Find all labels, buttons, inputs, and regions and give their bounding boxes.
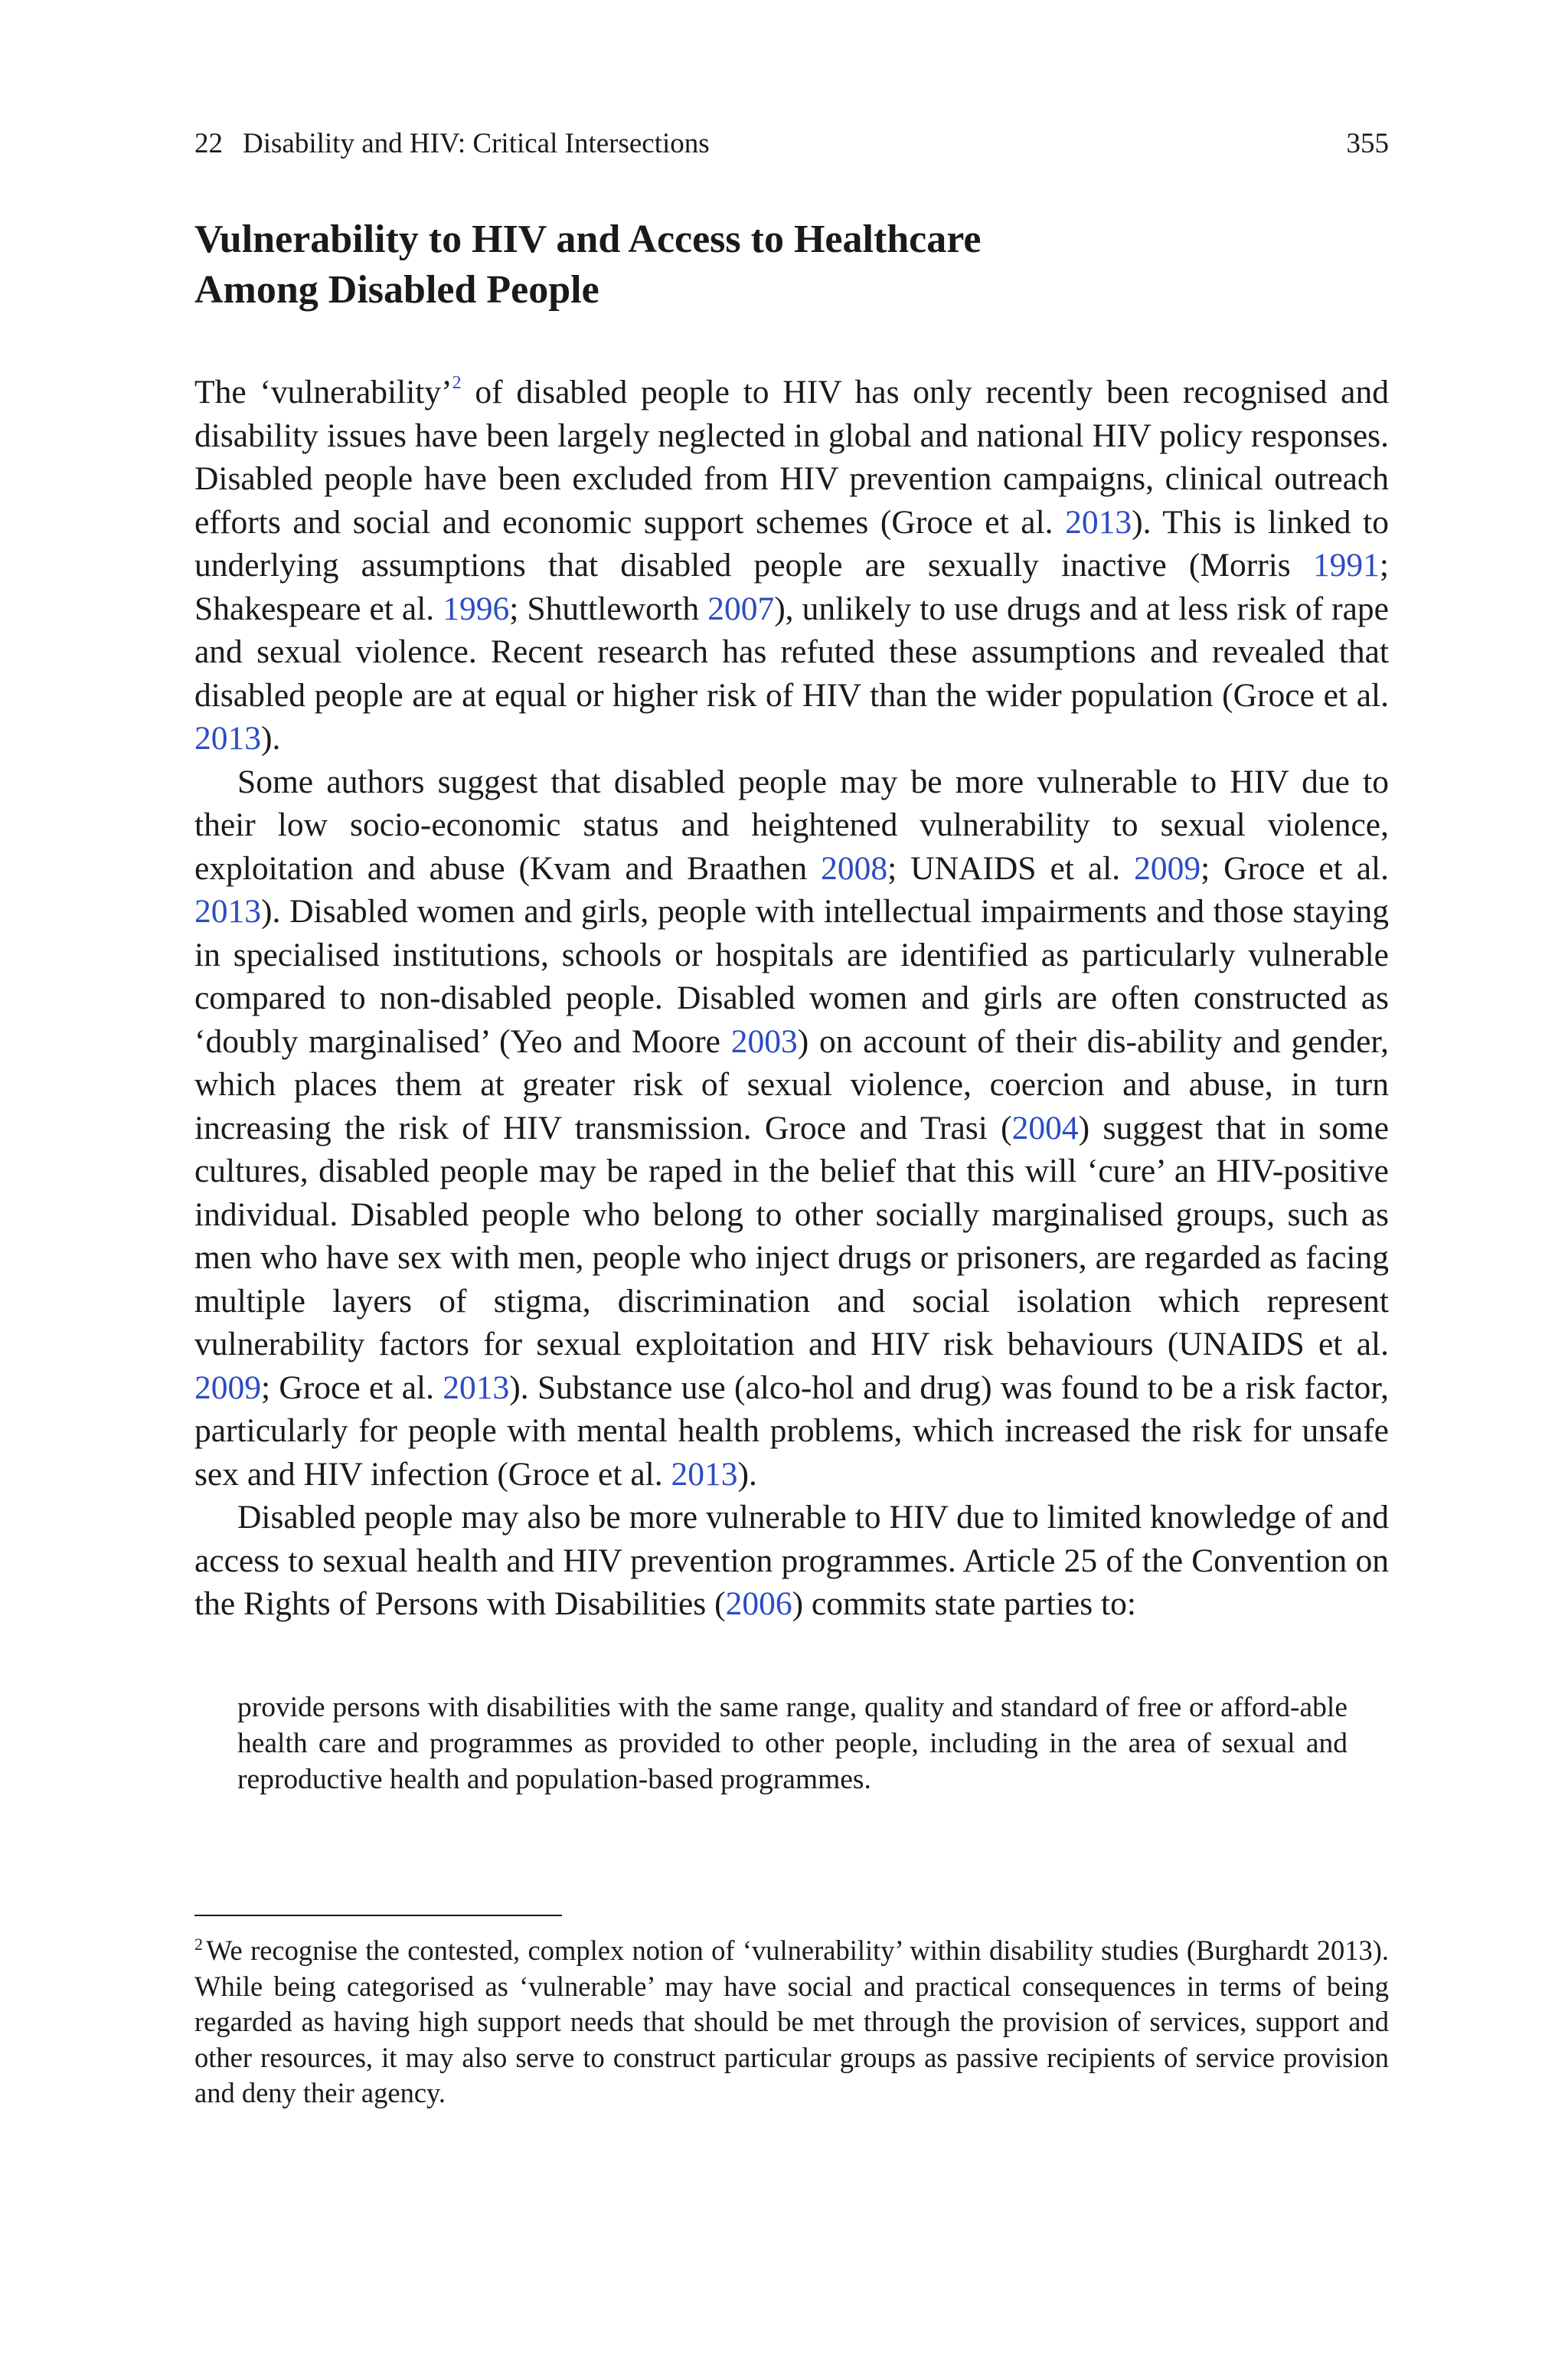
text-run: ). This is linked to underlying assumptions that disabled people are sexually inactive (Morris bbox=[194, 503, 1389, 584]
section-title-line2: Among Disabled People bbox=[194, 268, 599, 312]
citation-link[interactable]: 2009 bbox=[1134, 849, 1201, 887]
text-run: ) commits state parties to: bbox=[792, 1585, 1136, 1622]
block-quote: provide persons with disabilities with the same range, quality and standard of free or afford-able health care and programmes as provided to other people, including in the area of sexual and reproductive health and population-based programmes. bbox=[237, 1692, 1348, 1795]
body-text bbox=[194, 371, 1389, 1626]
text-run: ) suggest that in some cultures, disabled people may be raped in the belief that this will ‘cure’ an HIV-positive individual. Disabled people who belong to other socially marginalised groups, such as men who have sex with men, people who inject drugs or prisoners, are regarded as facing multiple layers of stigma, discrimination and social isolation which represent vulnerability factors for sexual exploitation and HIV risk behaviours (UNAIDS et al. bbox=[194, 1109, 1389, 1362]
citation-link[interactable]: 2009 bbox=[194, 1369, 261, 1406]
text-run: ). bbox=[261, 720, 281, 757]
citation-link[interactable]: 2013 bbox=[671, 1455, 738, 1493]
citation-link[interactable]: 2004 bbox=[1011, 1109, 1079, 1146]
text-run: ; Groce et al. bbox=[1200, 849, 1389, 887]
text-run: ; UNAIDS et al. bbox=[887, 849, 1135, 887]
citation-link[interactable]: 2003 bbox=[730, 1022, 798, 1060]
citation-link[interactable]: 2013 bbox=[1065, 503, 1132, 541]
text-run: of disabled people to HIV has only recently been recognised and disability issues have been largely neglected in global and national HIV policy responses. Disabled people have been excluded from HIV prevention campaigns, clinical outreach efforts and social and economic support schemes (Groce et al. bbox=[194, 374, 1389, 541]
text-run: ). Substance use (alco-hol and drug) was found to be a risk factor, particularly for people with mental health problems, which increased the risk for unsafe sex and HIV infection (Groce et al. bbox=[194, 1369, 1389, 1493]
text-run: The ‘vulnerability’ bbox=[194, 374, 452, 411]
citation-link[interactable]: 2008 bbox=[821, 849, 888, 887]
text-run: ) on account of their dis-ability and gender, which places them at greater risk of sexual violence, coercion and abuse, in turn increasing the risk of HIV transmission. Groce and Trasi ( bbox=[194, 1022, 1390, 1146]
footnote-divider bbox=[194, 1915, 562, 1916]
paragraph-3 bbox=[194, 1496, 1389, 1626]
citation-link[interactable]: 2007 bbox=[707, 590, 775, 627]
citation-link[interactable]: 1991 bbox=[1312, 547, 1380, 584]
chapter-number: 22 bbox=[194, 128, 223, 159]
paragraph-2 bbox=[194, 761, 1389, 1496]
citation-link[interactable]: 2013 bbox=[194, 893, 261, 930]
chapter-title: Disability and HIV: Critical Intersections bbox=[243, 128, 710, 159]
footnote-ref-2[interactable]: 2 bbox=[452, 372, 462, 393]
text-run: ). bbox=[737, 1455, 757, 1493]
footnote-number: 2 bbox=[194, 1934, 203, 1954]
text-run: Some authors suggest that disabled people may be more vulnerable to HIV due to their low socio-economic status and heightened vulnerability to sexual violence, exploitation and abuse (Kvam and Braathen bbox=[194, 763, 1389, 887]
text-run: ; Shakespeare et al. bbox=[194, 547, 1389, 627]
text-run: ; Groce et al. bbox=[261, 1369, 443, 1406]
citation-link[interactable]: 1996 bbox=[443, 590, 510, 627]
citation-link[interactable]: 2013 bbox=[194, 720, 261, 757]
paragraph-1 bbox=[194, 371, 1389, 761]
footnote-2 bbox=[194, 1933, 1389, 2111]
text-run: ). Disabled women and girls, people with intellectual impairments and those staying in specialised institutions, schools or hospitals are identified as particularly vulnerable compared to non-disabled people. Disabled women and girls are often constructed as ‘doubly marginalised’ (Yeo and Moore bbox=[194, 893, 1389, 1060]
section-title bbox=[194, 214, 1266, 316]
citation-link[interactable]: 2013 bbox=[443, 1369, 510, 1406]
text-run: ), unlikely to use drugs and at less risk of rape and sexual violence. Recent research has refuted these assumptions and revealed that disabled people are at equal or higher risk of HIV than the wider population (Groce et al. bbox=[194, 590, 1389, 714]
text-run: ; Shuttleworth bbox=[509, 590, 708, 627]
page-number: 355 bbox=[1346, 128, 1389, 159]
text-run: Disabled people may also be more vulnerable to HIV due to limited knowledge of and access to sexual health and HIV prevention programmes. Article 25 of the Convention on the Rights of Persons with Disabilities ( bbox=[194, 1499, 1389, 1622]
running-head bbox=[194, 121, 1389, 167]
footnote-text: We recognise the contested, complex notion of ‘vulnerability’ within disability studies (Burghardt 2013). While being categorised as ‘vulnerable’ may have social and practical consequences in terms of being regarded as having high support needs that should be met through the provision of services, support and other resources, it may also serve to construct particular groups as passive recipients of service provision and deny their agency. bbox=[194, 1935, 1389, 2108]
citation-link[interactable]: 2006 bbox=[725, 1585, 792, 1622]
section-title-line1: Vulnerability to HIV and Access to Healthcare bbox=[194, 218, 982, 261]
